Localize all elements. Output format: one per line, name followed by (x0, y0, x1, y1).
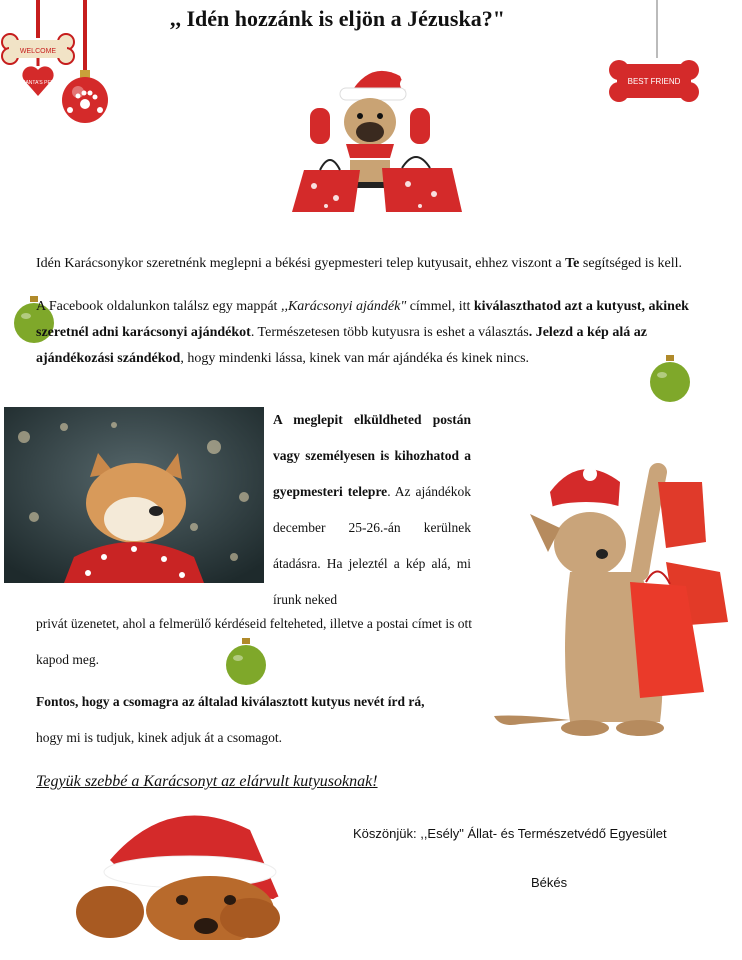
city-name: Békés (531, 875, 568, 890)
bone-ornament-right (605, 0, 705, 110)
intro-paragraph: Idén Karácsonykor szeretnénk meglepni a békési gyepmesteri telep kutyusait, ehhez viszont a Te segítséged is kell. (36, 256, 683, 271)
facebook-paragraph: A Facebook oldalunkon találsz egy mappát ,,Karácsonyi ajándék" címmel, itt kiválaszthatod azt a kutyust, akinek szeretnél adni karácsonyi ajándékot. Természetesen több kutyusra is eshet a választás. Jelezd a kép alá az ajándékozási szándékod, hogy mindenki lássa, kinek van már ajándéka és kinek nincs. (36, 299, 689, 366)
ornaments-left-image (0, 0, 118, 140)
private-message-paragraph: privát üzenetet, ahol a felmerülő kérdéseid felteheted, illetve a postai címet is ott kapod meg. (36, 616, 472, 667)
shiba-dog-photo (4, 407, 264, 583)
page-title: ,, Idén hozzánk is eljön a Jézuska?" (170, 6, 505, 31)
important-paragraph: Fontos, hogy a csomagra az általad kiválasztott kutyus nevét írd rá, hogy mi is tudjuk, kinek adjuk át a csomagot. (36, 694, 425, 745)
slogan: Tegyük szebbé a Karácsonyt az elárvult kutyusoknak! (36, 773, 378, 790)
santa-dog-bags-image (290, 60, 465, 216)
mail-info-paragraph: A meglepit elküldheted postán vagy személyesen is kihozhatod a gyepmesteri telepre. Az ajándékok december 25-26.-án kerülnek átadásra. Ha jeleztél a kép alá, mi írunk neked (273, 412, 471, 607)
bone-left-text: WELCOME (19, 48, 57, 55)
bone-right-text: BEST FRIEND (627, 77, 681, 86)
terrier-dog-bags-image (490, 452, 740, 748)
dachshund-santa-hat-image (70, 800, 300, 940)
thanks-line: Köszönjük: ,,Esély" Állat- és Természetvédő Egyesület (353, 826, 667, 841)
heart-text: SANTA'S PET (22, 80, 54, 86)
